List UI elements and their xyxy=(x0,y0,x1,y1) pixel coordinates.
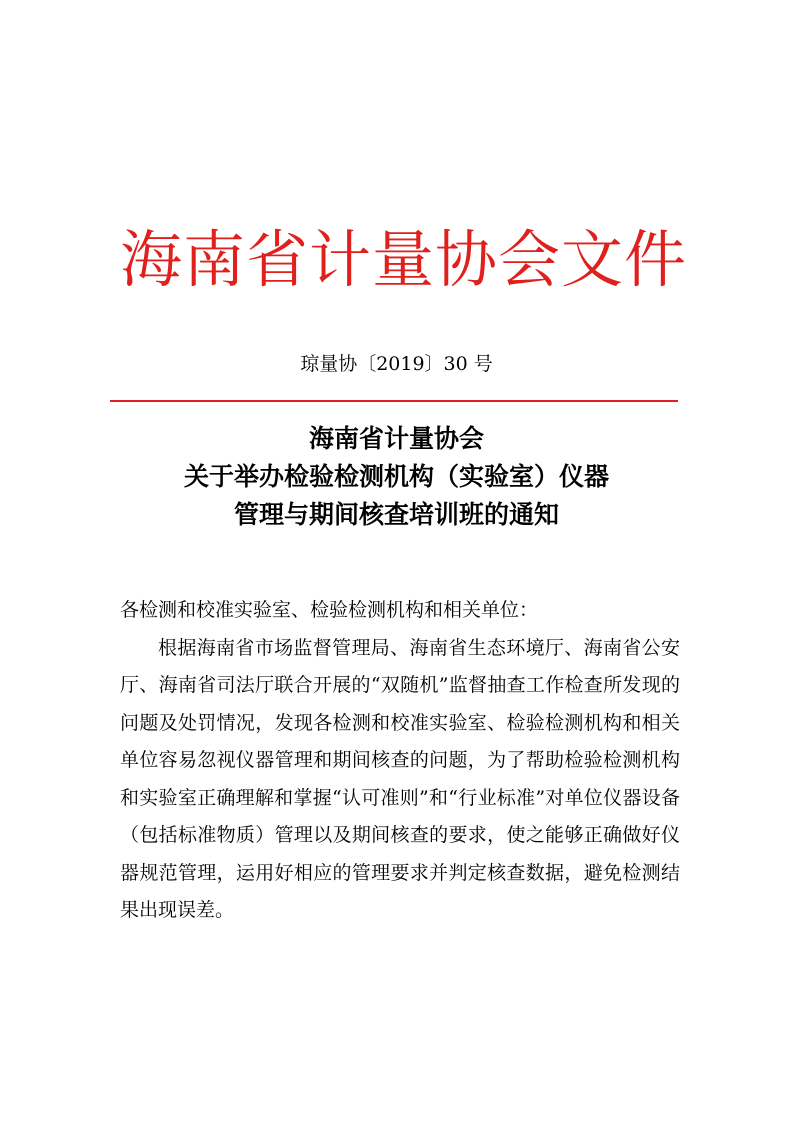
notice-title-line-1: 海南省计量协会 xyxy=(308,424,484,453)
body-paragraph: 根据海南省市场监督管理局、海南省生态环境厅、海南省公安厅、海南省司法厅联合开展的“双随机”监督抽查工作检查所发现的问题及处罚情况，发现各检测和校准实验室、检验检测机构和相关单位容易忽视仪器管理和期间核查的问题，为了帮助检验检测机构和实验室正确理解和掌握“认可准则”和“行业标准”对单位仪器设备（包括标准物质）管理以及期间核查的要求，使之能够正确做好仪器规范管理，运用好相应的管理要求并判定核查数据，避免检测结果出现误差。 xyxy=(120,636,680,921)
notice-body xyxy=(120,592,680,930)
document-number: 琼量协〔2019〕30 号 xyxy=(300,353,493,375)
document-header-org-title: 海南省计量协会文件 xyxy=(120,223,688,296)
red-divider-line xyxy=(110,400,678,402)
notice-title xyxy=(0,420,793,534)
notice-title-line-2: 关于举办检验检测机构（实验室）仪器 xyxy=(183,462,609,491)
salutation: 各检测和校准实验室、检验检测机构和相关单位： xyxy=(120,599,539,621)
notice-title-line-3: 管理与期间核查培训班的通知 xyxy=(233,500,559,529)
